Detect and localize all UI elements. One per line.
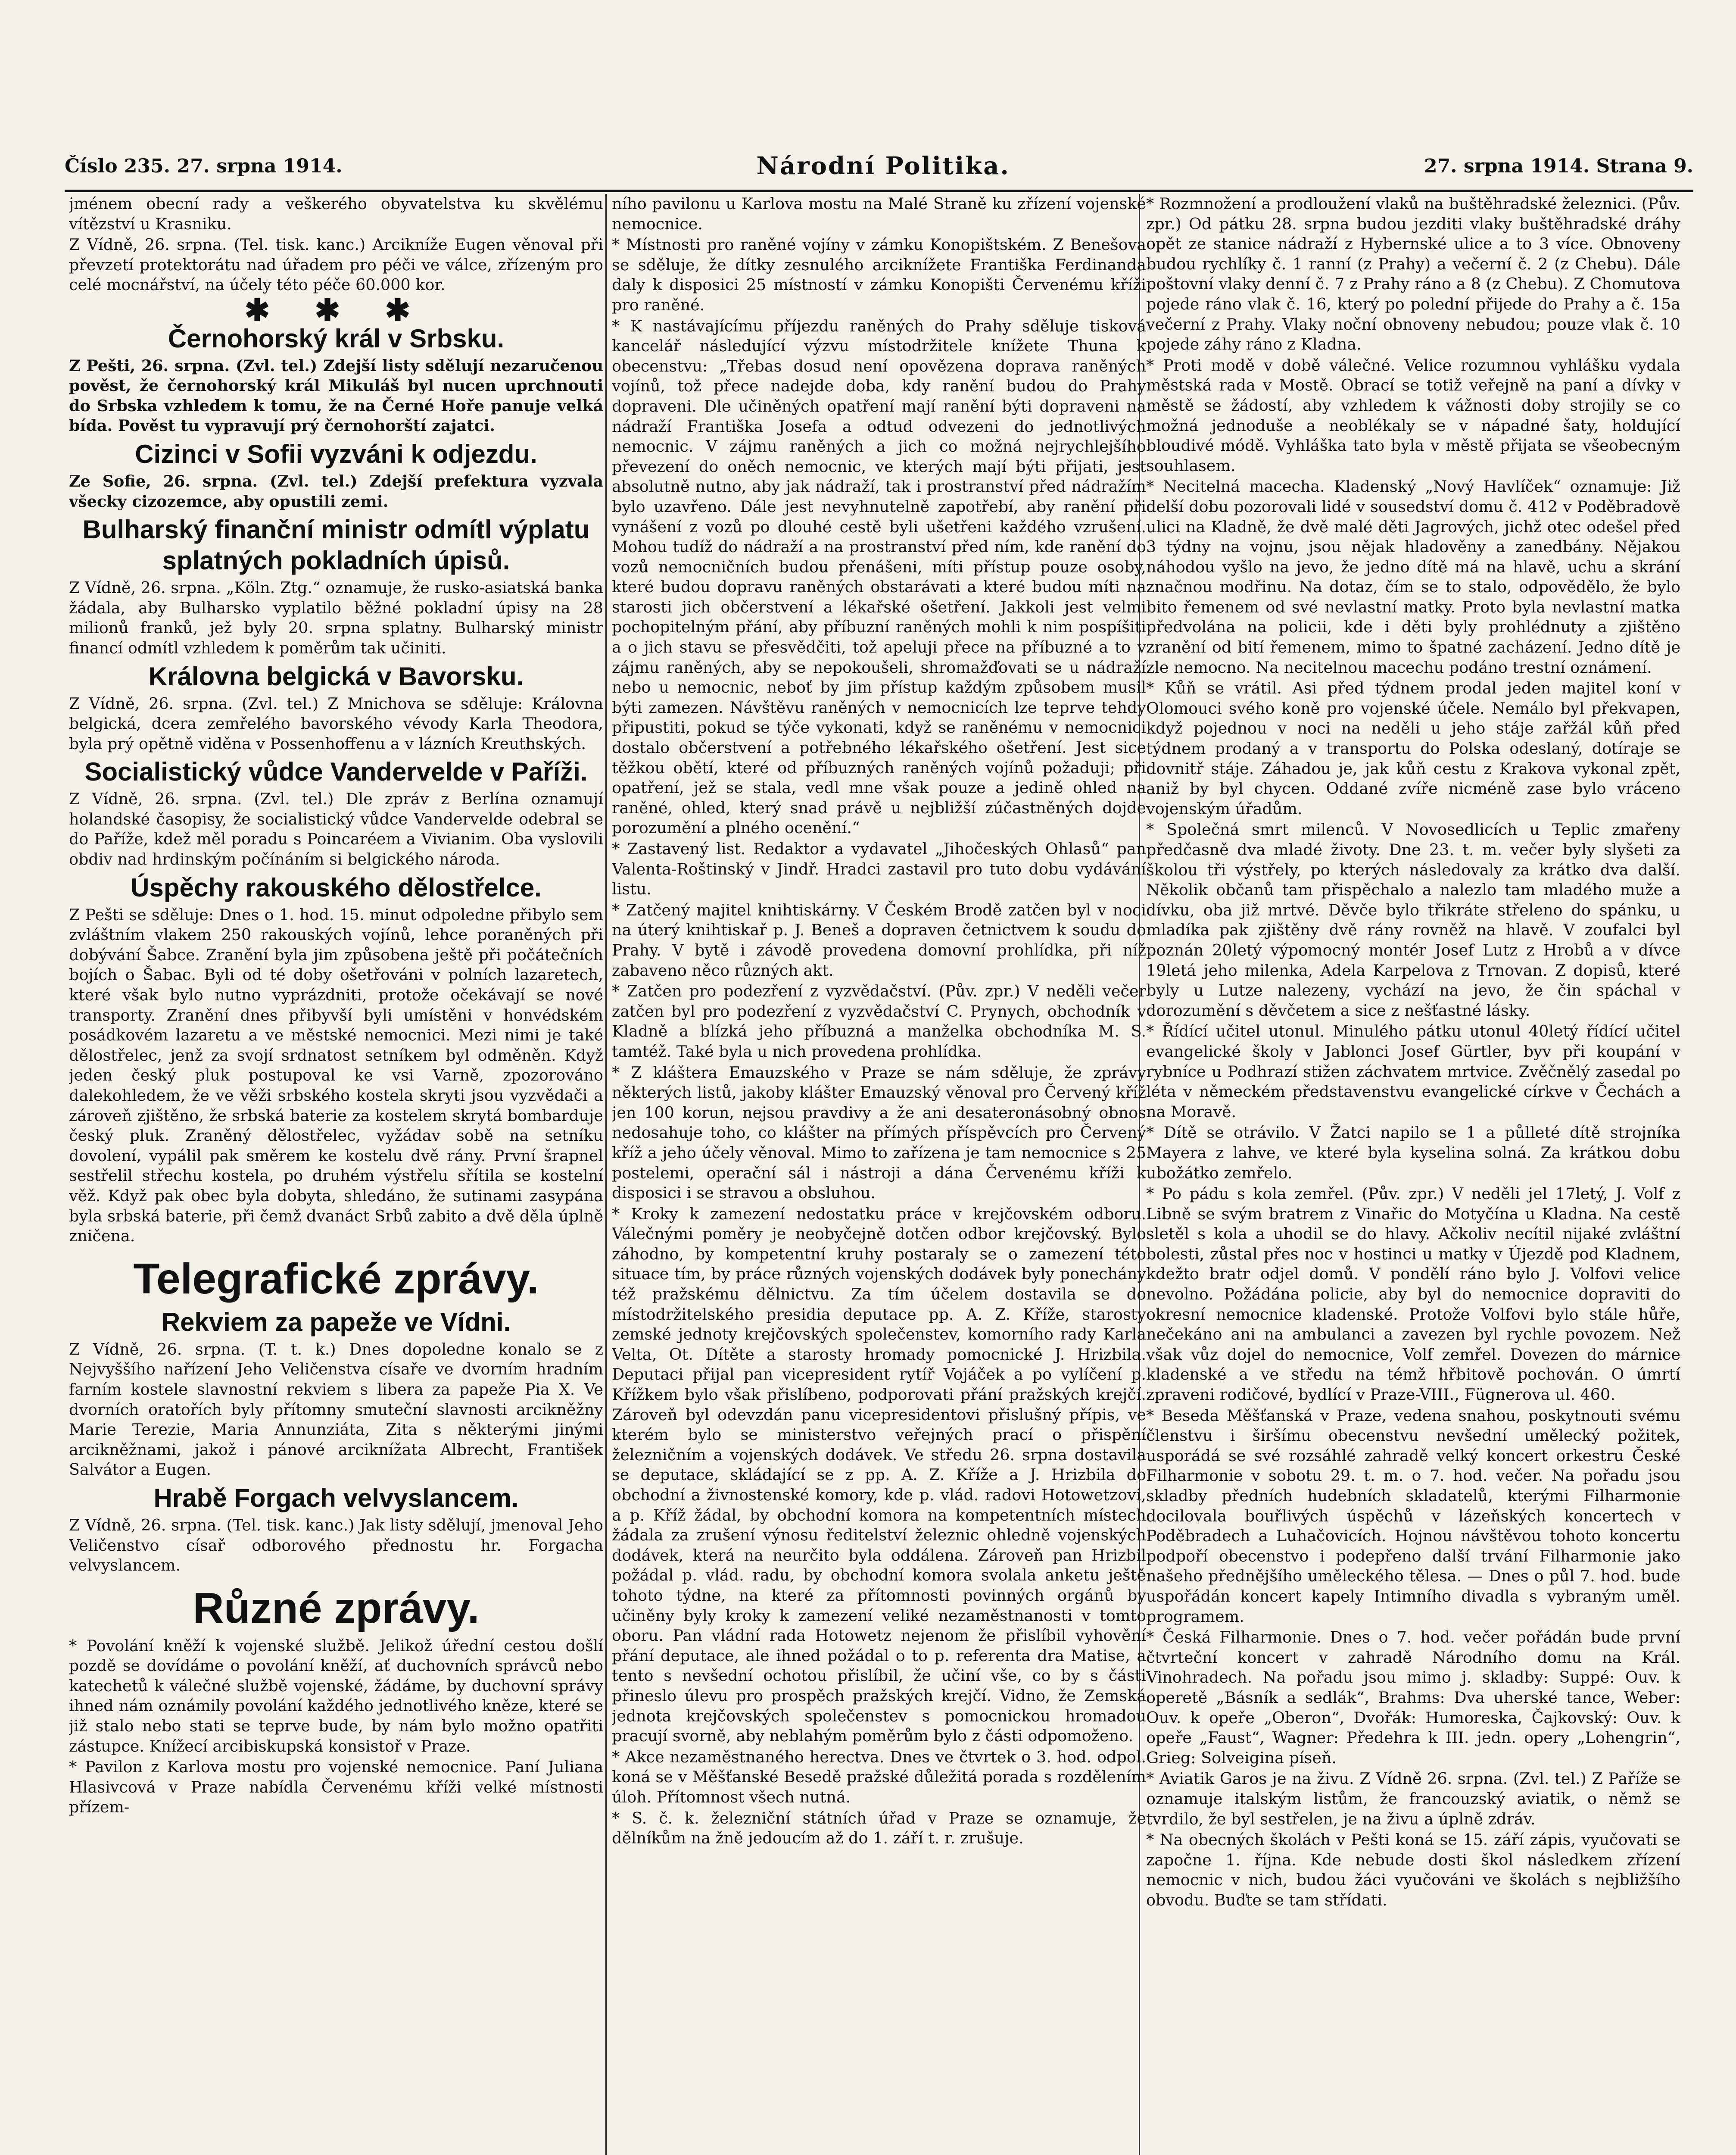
article-text: * Akce nezaměstnaného herectva. Dnes ve čtvrtek o 3. hod. odpol. koná se v Měšťanské Besedě pražské důležitá porada s rozdělením úloh. Přítomnost všech nutná. xyxy=(612,1747,1146,1806)
article-headline: Rekviem za papeže ve Vídni. xyxy=(161,1307,511,1337)
column-2 xyxy=(612,194,1146,2155)
article-text: * Necitelná macecha. Kladenský „Nový Havlíček“ oznamuje: Již delší dobu pozorovali lidé v sousedství domu č. 412 v Poděbradově ulici na Kladně, že dvě malé děti Jagrových, jichž otec odešel před 3 týdny na vojnu, jsou nějak hladověny a zanedbány. Nějakou náhodou vyšlo na jevo, že jedno dítě má na hlavě, uchu a skrání značnou modřinu. Na dotaz, čím se to stalo, odpovědělo, že bylo bito řemenem od své nevlastní matky. Proto byla nevlastní matka předvolána na policii, kde i děti byly prohlédnuty a zjištěno zranění od bití řemenem, mimo to špatné zacházení. Jedno dítě je zle nemocno. Na necitelnou macechu podáno trestní oznámení. xyxy=(1146,477,1680,677)
article-text: Z Vídně, 26. srpna. (Tel. tisk. kanc.) Arcikníže Eugen věnoval při převzetí protektorátu nad úřadem pro péči ve válce, zřízeným pro celé mocnářství, na účely této péče 60.000 kor. xyxy=(69,235,603,294)
article-text: Z Vídně, 26. srpna. „Köln. Ztg.“ oznamuje, že rusko-asiatská banka žádala, aby Bulharsko vyplatilo běžné pokladní úpisy na 28 milionů franků, jež byly 20. srpna splatny. Bulharský ministr financí odmítl vzhledem k poměrům tak učiniti. xyxy=(69,578,603,657)
article-text: * Z kláštera Emauzského v Praze se nám sděluje, že zprávy některých listů, jakoby klášter Emauzský věnoval pro Červený kříž jen 100 korun, nejsou pravdivy a že ani desateronásobný obnos nedosahuje toho, co klášter na přímých příspěvcích pro Červený kříž a jeho účely věnoval. Mimo to zařízena je tam nemocnice s 25 postelemi, operační sál i nástroji a dána Červenému kříži k disposici i se stravou a obsluhou. xyxy=(612,1063,1146,1202)
article-text: Ze Sofie, 26. srpna. (Zvl. tel.) Zdejší prefektura vyzvala všecky cizozemce, aby opustili zemi. xyxy=(69,472,603,511)
article-text: Z Vídně, 26. srpna. (Zvl. tel.) Z Mnichova se sděluje: Královna belgická, dcera zemřelého bavorského vévody Karla Theodora, byla prý opětně viděna v Possenhoffenu a v lázních Kreuthských. xyxy=(69,694,603,753)
article-headline: Cizinci v Sofii vyzváni k odjezdu. xyxy=(135,439,537,468)
article-text: Z Vídně, 26. srpna. (T. t. k.) Dnes dopoledne konalo se z Nejvyššího nařízení Jeho Veličenstva císaře ve dvorním hradním farním kostele slavnostní rekviem s libera za papeže Pia X. Ve dvorních oratořích byly přítomny smuteční slavnosti arcikněžny Marie Terezie, Maria Annunziáta, Zita s některými jinými arcikněžnami, jakož i pánové arciknížata Albrecht, František Salvátor a Eugen. xyxy=(69,1340,603,1479)
section-title: Telegrafické zprávy. xyxy=(133,1254,539,1303)
article-text: * Rozmnožení a prodloužení vlaků na buštěhradské železnici. (Pův. zpr.) Od pátku 28. srpna budou jezditi vlaky buštěhradské dráhy opět ze stanice nádraží z Hybernské ulice a to 3 více. Obnoveny budou rychlíky č. 1 ranní (z Prahy) a večerní č. 2 (z Chebu). Dále poštovní vlaky denní č. 7 z Prahy ráno a 8 (z Chebu). Z Chomutova pojede ráno vlak č. 16, který po polední přijede do Prahy a č. 15a večerní z Prahy. Vlaky noční obnoveny nebudou; pouze vlak č. 10 pojede záhy ráno z Kladna. xyxy=(1146,194,1680,354)
article-text: jménem obecní rady a veškerého obyvatelstva ku skvělému vítězství u Krasniku. xyxy=(69,194,603,233)
article-text: * Dítě se otrávilo. V Žatci napilo se 1 a půlleté dítě strojníka Mayera z lahve, ve které byla kyselina solná. Za krátkou dobu ubožátko zemřelo. xyxy=(1146,1123,1680,1182)
article-text: * Společná smrt milenců. V Novosedlicích u Teplic zmařeny předčasně dva mladé životy. Dne 23. t. m. večer byly slyšeti za školou tři výstřely, po kterých následovaly za krátko dva další. Několik občanů tam přispěchalo a nalezlo tam mladého muže a dívku, oba již mrtvé. Děvče bylo třikráte střeleno do spánku, u mladíka pak zjištěny dvě rány rovněž na hlavě. V zoufalci byl poznán 20letý výpomocný montér Josef Lutz z Hrobů a v dívce 19letá jeho milenka, Adela Karpelova z Trnovan. Z dopisů, které byly u Lutze nalezeny, vychází na jevo, že čin spáchal v dorozumění s děvčetem a sice z nešťastné lásky. xyxy=(1146,820,1680,1020)
column-3 xyxy=(1146,194,1680,2155)
section-title: Různé zprávy. xyxy=(193,1583,480,1632)
article-text: * Zatčený majitel knihtiskárny. V Českém Brodě zatčen byl v noci na úterý knihtiskař p. J. Beneš a dopraven četnictvem k soudu do Prahy. V bytě i závodě provedena domovní prohlídka, při níž zabaveno něco různých akt. xyxy=(612,900,1146,980)
article-headline: Socialistický vůdce Vandervelde v Paříži. xyxy=(84,757,588,787)
article-headline: Úspěchy rakouského dělostřelce. xyxy=(131,873,542,902)
newspaper-title: Národní Politika. xyxy=(756,152,1010,180)
article-text: * Beseda Měšťanská v Praze, vedena snahou, poskytnouti svému členstvu i širšímu obecenstvu nevšední umělecký požitek, usporádá se své rozsáhlé zahradě velký koncert orkestru České Filharmonie v sobotu 29. t. m. o 7. hod. večer. Na pořadu jsou skladby předních hudebních skladatelů, kterými Filharmonie docilovala bouřlivých úspěchů v lázeňských koncertech v Poděbradech a Luhačovicích. Hojnou návštěvou tohoto koncertu podpoří obecenstvo i podepřeno další trvání Filharmonie jako našeho přednějšího uměleckého tělesa. — Dnes o půl 7. hod. bude uspořádán koncert kapely Intimního divadla s vybraným uměl. programem. xyxy=(1146,1406,1680,1626)
article-headline: Černohorský král v Srbsku. xyxy=(168,324,505,353)
article-text: Z Pešti se sděluje: Dnes o 1. hod. 15. minut odpoledne přibylo sem zvláštním vlakem 250 rakouských vojínů, lehce poraněných při dobývání Šabce. Zranění byla jim způsobena ještě při počátečních bojích o Šabac. Byli od té doby ošetřováni v polních lazaretech, které však bylo nutno vyprázdniti, protože očekávají se nové transporty. Zranění dnes přibyvší byli umístěni v honvédském posádkovém lazaretu a ve městské nemocnici. Mezi nimi je také dělostřelec, jenž za svojí srdnatost setníkem byl odměněn. Když jeden český pluk postupoval ke vsi Varně, zpozorováno dalekohledem, že ve věži srbského kostela skryti jsou vyzvědači a zároveň zjištěno, že srbská baterie za kostelem skrytá bombarduje český pluk. Zraněný dělostřelec, vyžádav sobě na setníku dovolení, vypálil pak směrem ke kostelu dvě rány. První šrapnel sestřelil střechu kostela, po druhém výstřelu sřítila se kostelní věž. Když pak obec byla dobyta, shledáno, že sutinami zasypána byla srbská baterie, při čemž dvanáct Srbů zabito a dvě děla úplně zničena. xyxy=(69,905,603,1246)
article-text: * Zastavený list. Redaktor a vydavatel „Jihočeských Ohlasů“ pan Valenta-Roštinský v Jindř. Hradci zastavil pro tuto dobu vydávání listu. xyxy=(612,840,1146,899)
article-headline: Královna belgická v Bavorsku. xyxy=(148,662,524,691)
page-header xyxy=(65,147,1693,185)
article-text: * Kroky k zamezení nedostatku práce v krejčovském odboru. Válečnými poměry je neobyčejně dotčen odbor krejčovský. Bylo záhodno, by kompetentní kruhy postaraly se o zamezení této situace tím, by práce různých vojenských dodávek byly ponechány též pražskému dělnictvu. Za tím účelem dostavila se do místodržitelského presidia deputace pp. A. Z. Kříže, starosty zemské jednoty krejčovských společenstev, komorního rady Karla Velta, Ot. Dítěte a starosty hromady pomocnické J. Hrizbila. Deputaci přijal pan vicepresident rytíř Vojáček a po vylíčení p. Křížkem bylo však přislíbeno, podporovati přání pražských krejčí. Zároveň byl odevzdán panu vicepresidentovi přislušný přípis, ve kterém bylo se ministerstvo veřejných prací o přispění železničním a vojenských dodávek. Ve středu 26. srpna dostavila se deputace, skládající se z pp. A. Z. Kříže a J. Hrizbila do obchodní a živnostenské komory, kde p. vlád. radovi Hotowetzovi, a p. Kříž žádal, by obchodní komora na kompetentních místech žádala za zrušení výnosu ředitelství železnic ohledně vojenských dodávek, která na neurčito byla oddálena. Zároveň pan Hrizbil požádal p. vlád. radu, by obchodní komora svolala anketu ještě tohoto týdne, na které za přítomnosti povinných orgánů by učiněny byly kroky k zamezení veliké nezaměstnanosti v tomto oboru. Pan vládní rada Hotowetz nejenom že přislíbil vyhovění přání deputace, ale ihned požádal o to p. referenta dra Matise, a tento s nevšední ochotou přislíbil, že učiní vše, co by s části přineslo úlevu pro prospěch pražských krejčí. Vidno, že Zemská jednota krejčovských společenstev s pomocnickou hromadou pracují svorně, aby neblahým poměrům bylo z části odpomoženo. xyxy=(612,1204,1146,1746)
article-text: * Po pádu s kola zemřel. (Pův. zpr.) V neděli jel 17letý, J. Volf z Libně se svým bratrem z Vinařic do Motyčína u Kladna. Na cestě sletěl s kola a uhodil se do hlavy. Ačkoliv necítil nijaké zvláštní bolesti, zůstal přes noc v hostinci u matky v Újezdě pod Kladnem, kdežto bratr odjel domů. V pondělí ráno bylo J. Volfovi velice nevolno. Požádána policie, aby byl do nemocnice dopraviti do okresní nemocnice kladenské. Protože Volfovi bylo stále hůře, nečekáno ani na ambulanci a zavezen byl rychle povozem. Než však vůz dojel do nemocnice, Volf zemřel. Dovezen do márnice kladenské a ve středu na témž hřbitově pochován. O úmrtí zpraveni rodičové, bydlící v Praze-VIII., Fügnerova ul. 460. xyxy=(1146,1184,1680,1404)
article-text: * Místnosti pro raněné vojíny v zámku Konopištském. Z Benešova se sděluje, že dítky zesnulého arciknížete Františka Ferdinanda daly k disposici 25 místností v zámku Konopišti Červenému kříži pro raněné. xyxy=(612,235,1146,314)
article-text: Z Pešti, 26. srpna. (Zvl. tel.) Zdejší listy sdělují nezaručenou pověst, že černohorský král Mikuláš byl nucen uprchnouti do Srbska vzhledem k tomu, že na Černé Hoře panuje velká bída. Pověst tu vypravují prý černohorští zajatci. xyxy=(69,356,603,435)
section-separator: ✱ ✱ ✱ xyxy=(244,292,428,328)
article-text: * Proti modě v době válečné. Velice rozumnou vyhlášku vydala městská rada v Mostě. Obrací se totiž veřejně na paní a dívky v městě se žádostí, aby vzhledem k vážnosti doby strojily se co možná jednoduše a neoblékaly se v nápadné šaty, holdující bloudivé módě. Vyhláška tato byla v městě přijata se všeobecným souhlasem. xyxy=(1146,356,1680,475)
article-text: * K nastávajícímu příjezdu raněných do Prahy sděluje tisková kancelář následující výzvu místodržitele knížete Thuna k obecenstvu: „Třebas dosud není opovězena doprava raněných vojínů, tož přece nadejde doba, kdy ranění budou do Prahy dopraveni. Dle učiněných opatření mají ranění býti dopraveni na nádraží Františka Josefa a odtud odvezeni do jednotlivých nemocnic. V zájmu raněných a jich co možná nejrychlejšího převezení do oněch nemocnic, ve kterých mají býti přijati, jest absolutně nutno, aby jak nádraží, tak i prostranství před nádražím bylo uzavřeno. Dále jest nevyhnutelně zapotřebí, aby ranění při vynášení z vozů po dlouhé cestě byli ušetřeni každého vzrušení. Mohou tudíž do nádraží a na prostranství před ním, kde ranění do vozů nemocničních budou přenášeni, míti přístup pouze osoby, které budou dopravu raněných obstarávati a které budou míti na starosti jich občerstvení a lékařské ošetření. Jakkoli jest velmi pochopitelným přání, aby příbuzní raněných mohli k nim pospíšiti a o jich stavu se přesvědčiti, tož apeluji přece na příbuzné a to v zájmu raněných, aby se nepokoušeli, shromažďovati se u nádraží nebo u nemocnic, neboť by jim přístup každým způsobem musil býti zamezen. Návštěvu raněných v nemocnicích lze teprve tehdy připustiti, pokud se týče vykonati, když se raněnému v nemocnici dostalo občerstvení a potřebného lékařského ošetření. Jest sice těžkou obětí, které od příbuzných raněných vojínů požaduji; při opatření, jež se stala, vedl mne však pouze a jedině ohled na raněné, ohled, který snad právě u nejbližší zúčastněných dojde porozumění a plného ocenění.“ xyxy=(612,316,1146,837)
article-text: Z Vídně, 26. srpna. (Tel. tisk. kanc.) Jak listy sdělují, jmenoval Jeho Veličenstvo císař odborového přednostu hr. Forgacha velvyslancem. xyxy=(69,1515,603,1575)
article-text: * Aviatik Garos je na živu. Z Vídně 26. srpna. (Zvl. tel.) Z Paříže se oznamuje italským listům, že francouzský aviatik, o němž se tvrdilo, že byl sestřelen, je na živu a úplně zdráv. xyxy=(1146,1769,1680,1828)
article-text: * Zatčen pro podezření z vyzvědačství. (Pův. zpr.) V neděli večer zatčen byl pro podezření z vyzvědačství C. Prynych, obchodník v Kladně a blízká jeho příbuzná a manželka obchodníka M. S. tamtéž. Také byla u nich provedena prohlídka. xyxy=(612,982,1146,1061)
article-text: ního pavilonu u Karlova mostu na Malé Straně ku zřízení vojenské nemocnice. xyxy=(612,194,1146,233)
date-page-number: 27. srpna 1914. Strana 9. xyxy=(1424,155,1693,177)
article-text: * Pavilon z Karlova mostu pro vojenské nemocnice. Paní Juliana Hlasivcová v Praze nabídla Červenému kříži velké místnosti přízem- xyxy=(69,1758,603,1817)
article-text: * Řídící učitel utonul. Minulého pátku utonul 40letý řídící učitel evangelické školy v Jablonci Josef Gürtler, byv při koupání v rybníce u Podhrazí stižen záchvatem mrtvice. Zvěčnělý zasedal po léta v německém představenstvu evangelické církve v Čechách a na Moravě. xyxy=(1146,1022,1680,1121)
article-text: * Povolání kněží k vojenské službě. Jelikož úřední cestou došlí pozdě se dovídáme o povolání kněží, ať duchovních správců nebo katechetů k válečné službě vojenské, žádáme, by duchovní správy ihned nám oznámily povolání každého jednotlivého kněze, které se již stalo nebo stati se teprve bude, by nám bylo možno opatřiti zástupce. Knížecí arcibiskupská konsistoř v Praze. xyxy=(69,1636,603,1755)
article-text: Z Vídně, 26. srpna. (Zvl. tel.) Dle zpráv z Berlína oznamují holandské časopisy, že socialistický vůdce Vandervelde odebral se do Paříže, kdež měl poradu s Poincaréem a Vivianim. Oba vyslovili obdiv nad hrdinským počínáním si belgického národa. xyxy=(69,790,603,869)
article-text: * Kůň se vrátil. Asi před týdnem prodal jeden majitel koní v Olomouci svého koně pro vojenské účele. Nemálo byl překvapen, když pojednou v noci na neděli u jeho stáje zařžál kůň před týdnem prodaný a v transportu do Polska odeslaný, dotíraje se dovnitř stáje. Záhadou je, jak kůň cestu z Krakova vykonal zpět, aniž by byl chycen. Oddané zvíře nicméně zase bylo vráceno vojenským úřadům. xyxy=(1146,679,1680,818)
article-text: * Na obecných školách v Pešti koná se 15. září zápis, vyučovati se započne 1. října. Kde nebude dosti škol následkem zřízení nemocnic v nich, budou žáci vyučováni ve školách s nejbližšího obvodu. Buďte se tam střídati. xyxy=(1146,1830,1680,1909)
header-rule xyxy=(65,190,1693,192)
column-1 xyxy=(69,194,603,2155)
issue-number-date: Číslo 235. 27. srpna 1914. xyxy=(65,155,343,177)
article-headline: Bulharský finanční ministr odmítl výplatu splatných pokladních úpisů. xyxy=(82,515,590,575)
column-divider xyxy=(605,194,607,2155)
article-text: * Česká Filharmonie. Dnes o 7. hod. večer pořádán bude první čtvrteční koncert v zahradě Národního domu na Král. Vinohradech. Na pořadu jsou mimo j. skladby: Suppé: Ouv. k operetě „Básník a sedlák“, Brahms: Dva uherské tance, Weber: Ouv. k opeře „Oberon“, Dvořák: Humoreska, Čajkovský: Ouv. k opeře „Faust“, Wagner: Předehra k III. jedn. opery „Lohengrin“, Grieg: Solveigina píseň. xyxy=(1146,1628,1680,1767)
article-text: * S. č. k. železniční státních úřad v Praze se oznamuje, že dělníkům na žně jedoucím až do 1. září t. r. zrušuje. xyxy=(612,1808,1146,1848)
article-headline: Hrabě Forgach velvyslancem. xyxy=(153,1483,519,1512)
